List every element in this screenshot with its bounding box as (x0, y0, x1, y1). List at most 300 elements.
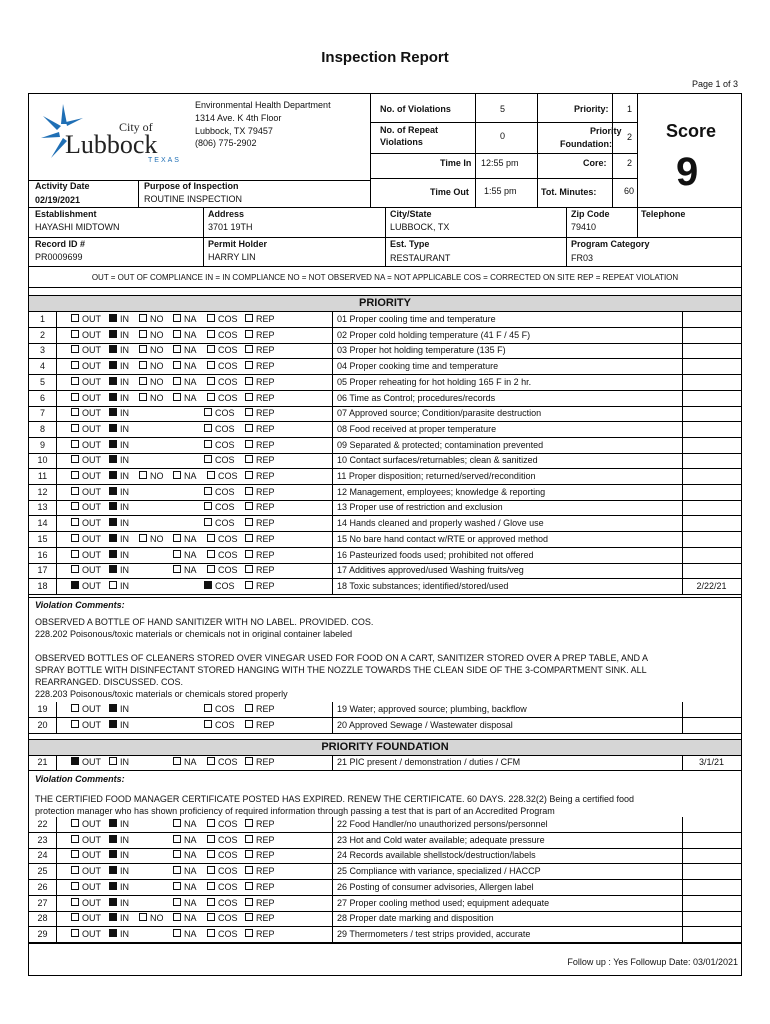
rep-checkbox[interactable] (245, 471, 275, 481)
checkbox-icon[interactable] (109, 408, 117, 416)
cos-checkbox[interactable] (204, 455, 235, 465)
checkbox-icon[interactable] (207, 550, 215, 558)
checkbox-icon[interactable] (207, 393, 215, 401)
checkbox-icon[interactable] (173, 898, 181, 906)
rep-checkbox[interactable] (245, 408, 275, 418)
rep-checkbox[interactable] (245, 929, 275, 939)
checkbox-icon[interactable] (245, 835, 253, 843)
checkbox-icon[interactable] (173, 565, 181, 573)
checkbox-icon[interactable] (109, 345, 117, 353)
checkbox-icon[interactable] (71, 455, 79, 463)
checkbox-icon[interactable] (139, 393, 147, 401)
cos-checkbox[interactable] (204, 581, 235, 591)
checkbox-icon[interactable] (207, 565, 215, 573)
checkbox-icon[interactable] (109, 440, 117, 448)
checkbox-icon[interactable] (109, 455, 117, 463)
in-checkbox[interactable] (109, 882, 129, 892)
checkbox-icon[interactable] (204, 502, 212, 510)
cos-checkbox[interactable] (207, 850, 238, 860)
checkbox-icon[interactable] (245, 757, 253, 765)
no-checkbox[interactable] (139, 913, 164, 923)
cos-checkbox[interactable] (204, 720, 235, 730)
na-checkbox[interactable] (173, 898, 197, 908)
no-checkbox[interactable] (139, 377, 164, 387)
rep-checkbox[interactable] (245, 565, 275, 575)
out-checkbox[interactable] (71, 720, 101, 730)
cos-checkbox[interactable] (207, 929, 238, 939)
cos-checkbox[interactable] (204, 704, 235, 714)
out-checkbox[interactable] (71, 850, 101, 860)
checkbox-icon[interactable] (71, 518, 79, 526)
cos-checkbox[interactable] (204, 518, 235, 528)
out-checkbox[interactable] (71, 440, 101, 450)
cos-checkbox[interactable] (207, 819, 238, 829)
rep-checkbox[interactable] (245, 720, 275, 730)
option-label: COS (218, 533, 238, 544)
out-checkbox[interactable] (71, 424, 101, 434)
in-checkbox[interactable] (109, 518, 129, 528)
checkbox-icon[interactable] (204, 424, 212, 432)
out-checkbox[interactable] (71, 581, 101, 591)
checkbox-icon[interactable] (71, 440, 79, 448)
cos-checkbox[interactable] (207, 330, 238, 340)
checkbox-icon[interactable] (109, 835, 117, 843)
checkbox-icon[interactable] (245, 408, 253, 416)
cos-checkbox[interactable] (207, 377, 238, 387)
checkbox-icon[interactable] (173, 882, 181, 890)
rep-checkbox[interactable] (245, 377, 275, 387)
cos-checkbox[interactable] (207, 835, 238, 845)
option-label: REP (256, 455, 275, 466)
checkbox-icon[interactable] (173, 393, 181, 401)
checkbox-icon[interactable] (173, 471, 181, 479)
checkbox-icon[interactable] (204, 408, 212, 416)
out-checkbox[interactable] (71, 518, 101, 528)
checkbox-icon[interactable] (245, 377, 253, 385)
rep-checkbox[interactable] (245, 581, 275, 591)
checkbox-icon[interactable] (207, 471, 215, 479)
checkbox-icon[interactable] (204, 720, 212, 728)
in-checkbox[interactable] (109, 393, 129, 403)
na-checkbox[interactable] (173, 866, 197, 876)
in-checkbox[interactable] (109, 819, 129, 829)
checkbox-icon[interactable] (207, 850, 215, 858)
checkbox-icon[interactable] (207, 361, 215, 369)
checkbox-icon[interactable] (71, 345, 79, 353)
checkbox-icon[interactable] (173, 534, 181, 542)
na-checkbox[interactable] (173, 330, 197, 340)
na-checkbox[interactable] (173, 377, 197, 387)
checkbox-icon[interactable] (207, 819, 215, 827)
cos-checkbox[interactable] (207, 345, 238, 355)
checkbox-icon[interactable] (109, 882, 117, 890)
na-checkbox[interactable] (173, 550, 197, 560)
checkbox-icon[interactable] (109, 314, 117, 322)
out-checkbox[interactable] (71, 898, 101, 908)
na-checkbox[interactable] (173, 565, 197, 575)
in-checkbox[interactable] (109, 314, 129, 324)
checkbox-icon[interactable] (71, 565, 79, 573)
option-label: IN (120, 704, 129, 714)
in-checkbox[interactable] (109, 898, 129, 908)
no-checkbox[interactable] (139, 314, 164, 324)
na-checkbox[interactable] (173, 835, 197, 845)
checkbox-icon[interactable] (207, 314, 215, 322)
checkbox-icon[interactable] (207, 377, 215, 385)
item-description: 05 Proper reheating for hot holding 165 F in 2 hr. (337, 376, 532, 387)
cos-checkbox[interactable] (204, 487, 235, 497)
checkbox-icon[interactable] (71, 550, 79, 558)
checkbox-icon[interactable] (245, 819, 253, 827)
checkbox-icon[interactable] (245, 361, 253, 369)
item-number: 19 (37, 704, 48, 714)
checkbox-icon[interactable] (139, 377, 147, 385)
in-checkbox[interactable] (109, 835, 129, 845)
checkbox-icon[interactable] (71, 913, 79, 921)
checkbox-icon[interactable] (207, 913, 215, 921)
in-checkbox[interactable] (109, 377, 129, 387)
na-checkbox[interactable] (173, 757, 197, 767)
checkbox-icon[interactable] (204, 487, 212, 495)
out-checkbox[interactable] (71, 819, 101, 829)
in-checkbox[interactable] (109, 757, 129, 767)
no-checkbox[interactable] (139, 471, 164, 481)
rep-checkbox[interactable] (245, 518, 275, 528)
checkbox-icon[interactable] (71, 866, 79, 874)
checkbox-icon[interactable] (173, 835, 181, 843)
checkbox-icon[interactable] (109, 487, 117, 495)
checkbox-icon[interactable] (245, 898, 253, 906)
in-checkbox[interactable] (109, 704, 129, 714)
checkbox-icon[interactable] (71, 819, 79, 827)
checkbox-icon[interactable] (173, 757, 181, 765)
checkbox-icon[interactable] (71, 424, 79, 432)
zip-value: 79410 (571, 222, 597, 232)
rep-checkbox[interactable] (245, 898, 275, 908)
checkbox-icon[interactable] (245, 866, 253, 874)
checkbox-icon[interactable] (109, 393, 117, 401)
cos-checkbox[interactable] (207, 314, 238, 324)
checkbox-icon[interactable] (207, 866, 215, 874)
out-checkbox[interactable] (71, 929, 101, 939)
rep-checkbox[interactable] (245, 487, 275, 497)
out-checkbox[interactable] (71, 487, 101, 497)
na-checkbox[interactable] (173, 850, 197, 860)
checkbox-icon[interactable] (109, 898, 117, 906)
checkbox-icon[interactable] (139, 345, 147, 353)
na-checkbox[interactable] (173, 929, 197, 939)
in-checkbox[interactable] (109, 565, 129, 575)
checkbox-icon[interactable] (71, 314, 79, 322)
cos-checkbox[interactable] (207, 393, 238, 403)
na-checkbox[interactable] (173, 819, 197, 829)
in-checkbox[interactable] (109, 330, 129, 340)
checkbox-icon[interactable] (173, 850, 181, 858)
checkbox-icon[interactable] (109, 361, 117, 369)
checkbox-icon[interactable] (173, 819, 181, 827)
out-checkbox[interactable] (71, 882, 101, 892)
rep-checkbox[interactable] (245, 502, 275, 512)
checkbox-icon[interactable] (109, 929, 117, 937)
out-checkbox[interactable] (71, 455, 101, 465)
rep-checkbox[interactable] (245, 913, 275, 923)
checkbox-icon[interactable] (109, 424, 117, 432)
in-checkbox[interactable] (109, 487, 129, 497)
out-checkbox[interactable] (71, 314, 101, 324)
rep-checkbox[interactable] (245, 314, 275, 324)
checkbox-icon[interactable] (139, 361, 147, 369)
na-checkbox[interactable] (173, 345, 197, 355)
checkbox-icon[interactable] (71, 330, 79, 338)
in-checkbox[interactable] (109, 850, 129, 860)
cos-checkbox[interactable] (204, 502, 235, 512)
in-checkbox[interactable] (109, 361, 129, 371)
out-checkbox[interactable] (71, 377, 101, 387)
checkbox-icon[interactable] (173, 866, 181, 874)
checkbox-icon[interactable] (109, 866, 117, 874)
checkbox-icon[interactable] (71, 929, 79, 937)
item-number: 11 (37, 471, 48, 481)
out-checkbox[interactable] (71, 408, 101, 418)
in-checkbox[interactable] (109, 720, 129, 730)
in-checkbox[interactable] (109, 866, 129, 876)
out-checkbox[interactable] (71, 471, 101, 481)
checkbox-icon[interactable] (245, 455, 253, 463)
checkbox-icon[interactable] (207, 929, 215, 937)
checkbox-icon[interactable] (245, 424, 253, 432)
cos-checkbox[interactable] (204, 424, 235, 434)
checkbox-icon[interactable] (109, 581, 117, 589)
checkbox-icon[interactable] (207, 882, 215, 890)
rep-checkbox[interactable] (245, 704, 275, 714)
checkbox-icon[interactable] (245, 330, 253, 338)
checkbox-icon[interactable] (245, 518, 253, 526)
checkbox-icon[interactable] (139, 330, 147, 338)
na-checkbox[interactable] (173, 393, 197, 403)
rep-checkbox[interactable] (245, 455, 275, 465)
in-checkbox[interactable] (109, 929, 129, 939)
na-checkbox[interactable] (173, 361, 197, 371)
checkbox-icon[interactable] (173, 361, 181, 369)
out-checkbox[interactable] (71, 704, 101, 714)
rep-checkbox[interactable] (245, 882, 275, 892)
checkbox-icon[interactable] (109, 913, 117, 921)
cos-checkbox[interactable] (204, 408, 235, 418)
rep-checkbox[interactable] (245, 393, 275, 403)
in-checkbox[interactable] (109, 345, 129, 355)
rep-checkbox[interactable] (245, 866, 275, 876)
in-checkbox[interactable] (109, 471, 129, 481)
rep-checkbox[interactable] (245, 757, 275, 767)
checkbox-icon[interactable] (71, 882, 79, 890)
checkbox-icon[interactable] (245, 550, 253, 558)
rep-checkbox[interactable] (245, 835, 275, 845)
checkbox-icon[interactable] (245, 850, 253, 858)
checkbox-icon[interactable] (109, 518, 117, 526)
rep-checkbox[interactable] (245, 361, 275, 371)
in-checkbox[interactable] (109, 455, 129, 465)
rep-checkbox[interactable] (245, 819, 275, 829)
checkbox-icon[interactable] (71, 757, 79, 765)
checkbox-icon[interactable] (245, 487, 253, 495)
cos-checkbox[interactable] (207, 757, 238, 767)
out-checkbox[interactable] (71, 330, 101, 340)
checkbox-icon[interactable] (173, 913, 181, 921)
checkbox-icon[interactable] (71, 850, 79, 858)
option-label: NO (150, 533, 164, 544)
item-description: 25 Compliance with variance, specialized / HACCP (337, 866, 541, 877)
cos-checkbox[interactable] (204, 440, 235, 450)
checkbox-icon[interactable] (139, 314, 147, 322)
checkbox-icon[interactable] (245, 534, 253, 542)
checkbox-icon[interactable] (109, 534, 117, 542)
no-checkbox[interactable] (139, 361, 164, 371)
checkbox-icon[interactable] (245, 345, 253, 353)
out-checkbox[interactable] (71, 550, 101, 560)
rep-checkbox[interactable] (245, 534, 275, 544)
out-checkbox[interactable] (71, 393, 101, 403)
checkbox-icon[interactable] (109, 850, 117, 858)
cos-checkbox[interactable] (207, 898, 238, 908)
cos-checkbox[interactable] (207, 534, 238, 544)
cos-checkbox[interactable] (207, 866, 238, 876)
rep-checkbox[interactable] (245, 345, 275, 355)
checkbox-icon[interactable] (71, 377, 79, 385)
checkbox-icon[interactable] (245, 581, 253, 589)
out-checkbox[interactable] (71, 361, 101, 371)
option-label: OUT (82, 314, 101, 324)
cos-checkbox[interactable] (207, 913, 238, 923)
no-checkbox[interactable] (139, 330, 164, 340)
na-checkbox[interactable] (173, 534, 197, 544)
in-checkbox[interactable] (109, 550, 129, 560)
checkbox-icon[interactable] (173, 314, 181, 322)
checkbox-icon[interactable] (71, 534, 79, 542)
checkbox-icon[interactable] (71, 720, 79, 728)
checkbox-icon[interactable] (109, 377, 117, 385)
out-checkbox[interactable] (71, 866, 101, 876)
checkbox-icon[interactable] (109, 819, 117, 827)
in-checkbox[interactable] (109, 440, 129, 450)
checkbox-icon[interactable] (245, 440, 253, 448)
checkbox-icon[interactable] (71, 704, 79, 712)
checkbox-icon[interactable] (245, 393, 253, 401)
checkbox-icon[interactable] (139, 534, 147, 542)
checkbox-icon[interactable] (71, 408, 79, 416)
cos-checkbox[interactable] (207, 471, 238, 481)
checkbox-icon[interactable] (207, 330, 215, 338)
checkbox-icon[interactable] (207, 534, 215, 542)
in-checkbox[interactable] (109, 408, 129, 418)
checkbox-icon[interactable] (71, 502, 79, 510)
checkbox-icon[interactable] (245, 704, 253, 712)
checkbox-icon[interactable] (245, 502, 253, 510)
checkbox-icon[interactable] (204, 440, 212, 448)
in-checkbox[interactable] (109, 502, 129, 512)
checkbox-icon[interactable] (109, 565, 117, 573)
checkbox-icon[interactable] (139, 913, 147, 921)
na-checkbox[interactable] (173, 314, 197, 324)
out-checkbox[interactable] (71, 913, 101, 923)
checkbox-icon[interactable] (245, 720, 253, 728)
checkbox-icon[interactable] (71, 471, 79, 479)
checkbox-icon[interactable] (204, 581, 212, 589)
checkbox-icon[interactable] (71, 393, 79, 401)
checkbox-icon[interactable] (109, 502, 117, 510)
out-checkbox[interactable] (71, 534, 101, 544)
checkbox-icon[interactable] (173, 330, 181, 338)
na-checkbox[interactable] (173, 882, 197, 892)
checkbox-icon[interactable] (109, 720, 117, 728)
checkbox-icon[interactable] (109, 704, 117, 712)
checkbox-icon[interactable] (71, 835, 79, 843)
in-checkbox[interactable] (109, 424, 129, 434)
rep-checkbox[interactable] (245, 440, 275, 450)
checkbox-icon[interactable] (71, 898, 79, 906)
cos-checkbox[interactable] (207, 361, 238, 371)
out-checkbox[interactable] (71, 565, 101, 575)
checkbox-icon[interactable] (245, 913, 253, 921)
checkbox-icon[interactable] (207, 757, 215, 765)
checkbox-icon[interactable] (109, 471, 117, 479)
checkbox-icon[interactable] (245, 314, 253, 322)
checkbox-icon[interactable] (204, 455, 212, 463)
in-checkbox[interactable] (109, 581, 129, 591)
checkbox-icon[interactable] (204, 518, 212, 526)
no-checkbox[interactable] (139, 393, 164, 403)
checkbox-icon[interactable] (71, 361, 79, 369)
checkbox-icon[interactable] (207, 898, 215, 906)
option-label: REP (256, 376, 275, 387)
checkbox-icon[interactable] (109, 330, 117, 338)
checkbox-icon[interactable] (207, 835, 215, 843)
checkbox-icon[interactable] (204, 704, 212, 712)
checkbox-icon[interactable] (173, 550, 181, 558)
rep-checkbox[interactable] (245, 550, 275, 560)
out-checkbox[interactable] (71, 757, 101, 767)
checkbox-icon[interactable] (207, 345, 215, 353)
checkbox-icon[interactable] (173, 345, 181, 353)
checkbox-icon[interactable] (109, 550, 117, 558)
na-checkbox[interactable] (173, 913, 197, 923)
rep-checkbox[interactable] (245, 330, 275, 340)
cos-checkbox[interactable] (207, 565, 238, 575)
cos-checkbox[interactable] (207, 882, 238, 892)
checkbox-icon[interactable] (71, 487, 79, 495)
checkbox-icon[interactable] (173, 929, 181, 937)
out-checkbox[interactable] (71, 835, 101, 845)
checkbox-icon[interactable] (245, 929, 253, 937)
out-checkbox[interactable] (71, 502, 101, 512)
checkbox-icon[interactable] (139, 471, 147, 479)
checkbox-icon[interactable] (173, 377, 181, 385)
checkbox-icon[interactable] (71, 581, 79, 589)
na-checkbox[interactable] (173, 471, 197, 481)
checkbox-icon[interactable] (109, 757, 117, 765)
rep-checkbox[interactable] (245, 850, 275, 860)
rep-checkbox[interactable] (245, 424, 275, 434)
pf-comments-title: Violation Comments: (35, 774, 125, 784)
no-checkbox[interactable] (139, 534, 164, 544)
checkbox-icon[interactable] (245, 882, 253, 890)
out-checkbox[interactable] (71, 345, 101, 355)
in-checkbox[interactable] (109, 534, 129, 544)
checkbox-icon[interactable] (245, 565, 253, 573)
in-checkbox[interactable] (109, 913, 129, 923)
checkbox-icon[interactable] (245, 471, 253, 479)
no-checkbox[interactable] (139, 345, 164, 355)
cos-checkbox[interactable] (207, 550, 238, 560)
